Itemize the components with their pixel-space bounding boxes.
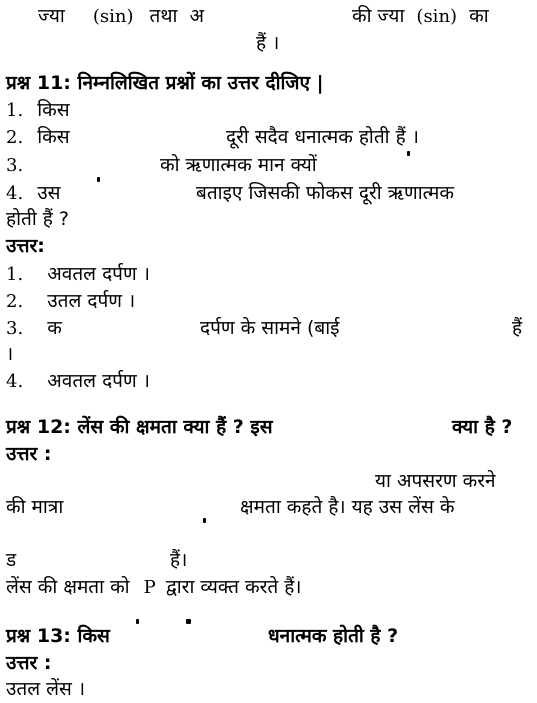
q11-answer-3-cont: । xyxy=(6,343,14,365)
q12-p4: लेंस की क्षमता को P द्वारा व्यक्त करते हैं। xyxy=(6,576,302,598)
q11-label: प्रश्न 11: xyxy=(6,72,71,94)
text-tatha: तथा xyxy=(149,5,178,27)
q12-p3b: हैं। xyxy=(170,549,188,571)
q12-p1: या अपसरण करने xyxy=(375,470,496,492)
q11-title: निम्नलिखित प्रश्नों का उत्तर दीजिए | xyxy=(77,72,324,94)
stray-mark xyxy=(186,619,191,624)
q13-heading xyxy=(6,623,110,649)
q11-answer-2: 2. उतल दर्पण । xyxy=(6,290,136,312)
text-ki-jya: की ज्या xyxy=(352,5,405,27)
q11-answer-3-right: हैं xyxy=(512,317,523,339)
q11-item-2-right: दूरी सदैव धनात्मक होती हैं । xyxy=(226,126,419,148)
text-sin: (sin) xyxy=(92,6,134,27)
top-line-1 xyxy=(38,3,204,30)
q11-item-1: 1. किस xyxy=(6,99,70,121)
q13-answer: उतल लेंस । xyxy=(6,678,86,700)
top-line-1-right xyxy=(352,3,489,30)
q12-p2a: की मात्रा xyxy=(6,496,64,518)
text-sin-2: (sin) xyxy=(416,6,458,27)
q11-answer-1: 1. अवतल दर्पण । xyxy=(6,263,150,285)
q12-p2b: क्षमता कहते है। यह उस लेंस के xyxy=(240,496,455,518)
q12-heading xyxy=(6,414,273,440)
stray-mark xyxy=(407,151,410,156)
text-ka: का xyxy=(469,5,489,27)
text-jya: ज्या xyxy=(38,5,65,27)
q12-answer-label: उत्तर : xyxy=(6,443,52,465)
q12-label: प्रश्न 12: xyxy=(6,416,71,438)
q11-answer-4: 4. अवतल दर्पण । xyxy=(6,370,150,392)
q11-item-4-cont: होती हैं ? xyxy=(6,208,70,230)
top-line-2: हैं । xyxy=(256,32,280,54)
text-a: अ xyxy=(189,5,205,27)
stray-mark xyxy=(203,518,206,523)
q13-title-b: धनात्मक होती है ? xyxy=(268,625,399,647)
stray-mark xyxy=(97,177,100,182)
q13-answer-label: उत्तर : xyxy=(6,652,52,674)
q11-answer-label: उत्तर: xyxy=(6,235,45,257)
q11-answer-3: 3. क xyxy=(6,317,62,339)
q11-answer-3-mid: दर्पण के सामने (बाई xyxy=(200,317,340,339)
q11-item-3: 3. xyxy=(6,155,24,176)
q11-item-4: 4. उस xyxy=(6,182,61,204)
q13-title-a: किस xyxy=(77,625,110,647)
q11-item-2: 2. किस xyxy=(6,126,70,148)
stray-mark xyxy=(136,619,139,624)
q13-label: प्रश्न 13: xyxy=(6,625,71,647)
q11-item-4-right: बताइए जिसकी फोकस दूरी ऋणात्मक xyxy=(196,182,454,204)
q12-title-a: लेंस की क्षमता क्या हैं ? इस xyxy=(77,416,273,438)
q12-title-b: क्या है ? xyxy=(452,416,513,438)
q12-p3a: ड xyxy=(6,549,17,571)
q11-item-3-right: को ऋणात्मक मान क्यों xyxy=(160,154,317,176)
q11-heading xyxy=(6,70,324,96)
